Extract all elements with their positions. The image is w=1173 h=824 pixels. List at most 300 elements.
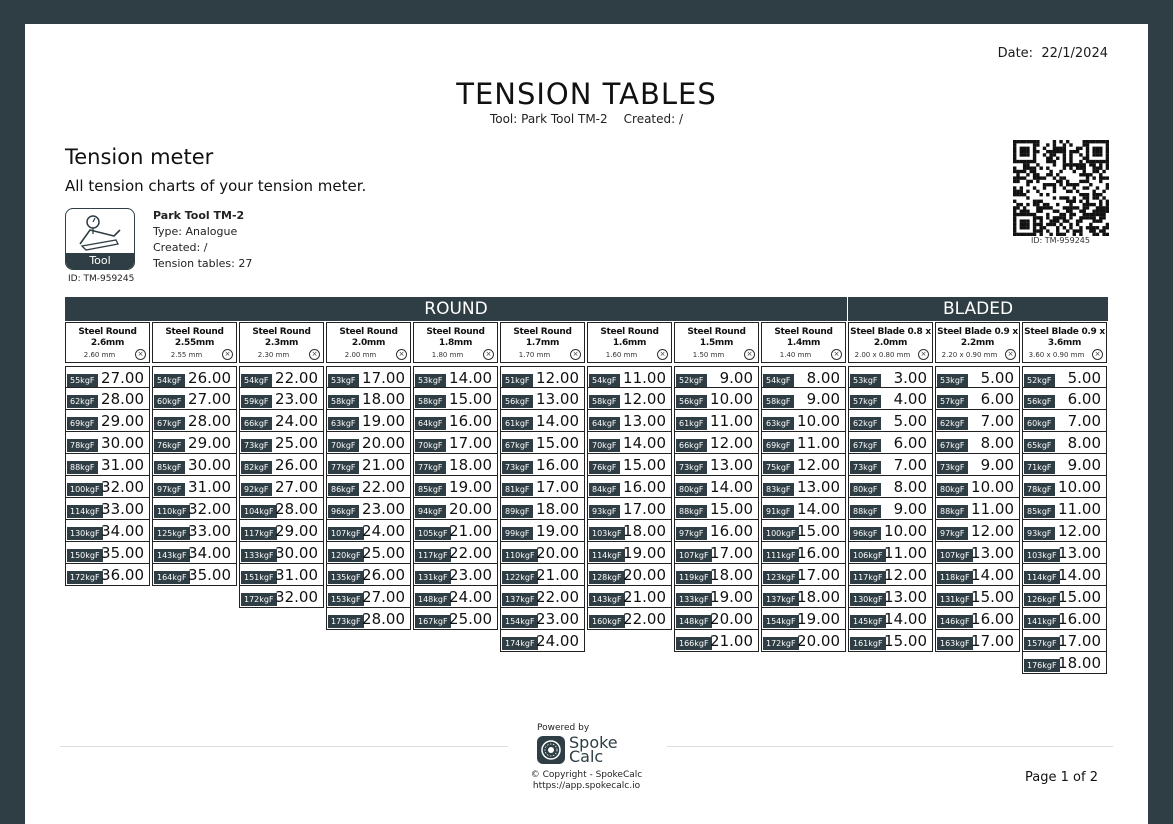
- table-row: [761, 608, 846, 630]
- group-header-round: ROUND: [65, 297, 847, 321]
- spoke-dimension: 2.30 mm: [257, 351, 290, 359]
- table-row: [761, 630, 846, 652]
- spoke-size: 1.5mm: [699, 338, 734, 348]
- meter-reading: 15.00: [797, 522, 840, 540]
- tension-kgf: 153kgF: [328, 593, 364, 606]
- column-header: [1022, 322, 1107, 363]
- table-row: [239, 388, 324, 410]
- table-row: [761, 454, 846, 476]
- meter-reading: 7.00: [893, 456, 927, 474]
- meter-reading: 14.00: [449, 369, 492, 387]
- meter-reading: 24.00: [275, 412, 318, 430]
- meter-reading: 10.00: [1058, 478, 1101, 496]
- meter-reading: 32.00: [101, 478, 144, 496]
- tension-kgf: 161kgF: [850, 637, 886, 650]
- table-row: [65, 410, 150, 432]
- tension-kgf: 67kgF: [154, 417, 185, 430]
- tension-kgf: 56kgF: [676, 395, 707, 408]
- close-icon[interactable]: ×: [396, 349, 407, 360]
- meter-reading: 28.00: [362, 610, 405, 628]
- spoke-dimension: 2.00 mm: [344, 351, 377, 359]
- tension-kgf: 58kgF: [763, 395, 794, 408]
- table-row: [500, 608, 585, 630]
- table-row: [152, 520, 237, 542]
- table-row: [1022, 410, 1107, 432]
- tension-table-column: [500, 322, 585, 652]
- meter-reading: 22.00: [623, 610, 666, 628]
- tension-kgf: 119kgF: [676, 571, 712, 584]
- table-row: [761, 542, 846, 564]
- column-header: [152, 322, 237, 363]
- table-row: [1022, 498, 1107, 520]
- table-row: [1022, 366, 1107, 388]
- tension-kgf: 58kgF: [589, 395, 620, 408]
- tension-kgf: 54kgF: [241, 374, 272, 387]
- table-row: [674, 630, 759, 652]
- table-row: [413, 388, 498, 410]
- tension-table-column: [239, 322, 324, 608]
- meter-reading: 6.00: [1067, 390, 1101, 408]
- tension-kgf: 97kgF: [676, 527, 707, 540]
- table-row: [65, 564, 150, 586]
- meter-reading: 31.00: [275, 566, 318, 584]
- table-row: [848, 520, 933, 542]
- table-row: [674, 498, 759, 520]
- spoke-size: 1.4mm: [786, 338, 821, 348]
- meter-reading: 19.00: [449, 478, 492, 496]
- meter-reading: 9.00: [893, 500, 927, 518]
- meter-tables: Tension tables: 27: [153, 257, 253, 270]
- meter-reading: 20.00: [449, 500, 492, 518]
- meter-reading: 18.00: [623, 522, 666, 540]
- table-row: [587, 476, 672, 498]
- spoke-type: Steel Round: [600, 327, 659, 337]
- tension-kgf: 126kgF: [1024, 593, 1060, 606]
- meter-reading: 17.00: [797, 566, 840, 584]
- table-row: [761, 564, 846, 586]
- tension-kgf: 107kgF: [937, 549, 973, 562]
- table-row: [65, 520, 150, 542]
- meter-reading: 16.00: [710, 522, 753, 540]
- table-row: [1022, 432, 1107, 454]
- table-row: [326, 564, 411, 586]
- meter-reading: 15.00: [623, 456, 666, 474]
- table-row: [674, 586, 759, 608]
- table-row: [935, 564, 1020, 586]
- meter-reading: 11.00: [884, 544, 927, 562]
- table-row: [587, 564, 672, 586]
- table-row: [239, 520, 324, 542]
- close-icon[interactable]: ×: [570, 349, 581, 360]
- spoke-type: Steel Round: [774, 327, 833, 337]
- tension-kgf: 117kgF: [415, 549, 451, 562]
- tension-kgf: 84kgF: [589, 483, 620, 496]
- tension-kgf: 176kgF: [1024, 659, 1060, 672]
- table-row: [848, 608, 933, 630]
- table-row: [500, 454, 585, 476]
- meter-reading: 16.00: [449, 412, 492, 430]
- column-header: [848, 322, 933, 363]
- meter-reading: 24.00: [536, 632, 579, 650]
- table-row: [1022, 388, 1107, 410]
- tension-kgf: 62kgF: [67, 395, 98, 408]
- spoke-dimension: 2.55 mm: [170, 351, 203, 359]
- tension-kgf: 150kgF: [67, 549, 103, 562]
- close-icon[interactable]: ×: [1005, 349, 1016, 360]
- tension-kgf: 73kgF: [241, 439, 272, 452]
- meter-reading: 12.00: [797, 456, 840, 474]
- meter-reading: 21.00: [362, 456, 405, 474]
- tension-kgf: 60kgF: [154, 395, 185, 408]
- close-icon[interactable]: ×: [222, 349, 233, 360]
- meter-reading: 20.00: [797, 632, 840, 650]
- column-header: [674, 322, 759, 363]
- tension-kgf: 166kgF: [676, 637, 712, 650]
- meter-reading: 22.00: [362, 478, 405, 496]
- table-row: [1022, 520, 1107, 542]
- meter-reading: 17.00: [710, 544, 753, 562]
- meter-reading: 9.00: [1067, 456, 1101, 474]
- table-row: [152, 454, 237, 476]
- meter-reading: 18.00: [362, 390, 405, 408]
- table-row: [674, 366, 759, 388]
- meter-reading: 12.00: [971, 522, 1014, 540]
- table-row: [848, 410, 933, 432]
- tension-kgf: 66kgF: [676, 439, 707, 452]
- tension-kgf: 114kgF: [1024, 571, 1060, 584]
- meter-reading: 23.00: [362, 500, 405, 518]
- meter-reading: 24.00: [362, 522, 405, 540]
- meter-reading: 16.00: [536, 456, 579, 474]
- tension-kgf: 143kgF: [154, 549, 190, 562]
- table-row: [500, 366, 585, 388]
- meter-reading: 15.00: [1058, 588, 1101, 606]
- column-header: [413, 322, 498, 363]
- spoke-type: Steel Round: [687, 327, 746, 337]
- page-subtitle: [25, 112, 1148, 126]
- tension-kgf: 135kgF: [328, 571, 364, 584]
- meter-reading: 5.00: [893, 412, 927, 430]
- close-icon[interactable]: ×: [657, 349, 668, 360]
- meter-reading: 14.00: [797, 500, 840, 518]
- table-row: [413, 564, 498, 586]
- meter-reading: 12.00: [1058, 522, 1101, 540]
- tension-kgf: 83kgF: [763, 483, 794, 496]
- table-row: [935, 520, 1020, 542]
- meter-reading: 13.00: [710, 456, 753, 474]
- close-icon[interactable]: ×: [483, 349, 494, 360]
- meter-reading: 33.00: [188, 522, 231, 540]
- tension-kgf: 53kgF: [850, 374, 881, 387]
- table-row: [674, 476, 759, 498]
- table-row: [65, 432, 150, 454]
- table-row: [500, 630, 585, 652]
- tension-kgf: 73kgF: [850, 461, 881, 474]
- meter-reading: 19.00: [536, 522, 579, 540]
- table-row: [152, 432, 237, 454]
- meter-reading: 34.00: [188, 544, 231, 562]
- meter-reading: 23.00: [275, 390, 318, 408]
- tension-kgf: 88kgF: [676, 505, 707, 518]
- meter-reading: 14.00: [884, 610, 927, 628]
- table-row: [65, 388, 150, 410]
- meter-reading: 16.00: [1058, 610, 1101, 628]
- column-title: [588, 323, 671, 349]
- tension-kgf: 111kgF: [763, 549, 799, 562]
- table-row: [674, 520, 759, 542]
- meter-reading: 20.00: [536, 544, 579, 562]
- table-row: [152, 410, 237, 432]
- meter-reading: 10.00: [884, 522, 927, 540]
- meter-reading: 19.00: [797, 610, 840, 628]
- table-row: [674, 564, 759, 586]
- close-icon[interactable]: ×: [1092, 349, 1103, 360]
- meter-reading: 12.00: [623, 390, 666, 408]
- meter-reading: 15.00: [884, 632, 927, 650]
- tension-kgf: 103kgF: [589, 527, 625, 540]
- meter-reading: 17.00: [362, 369, 405, 387]
- tension-kgf: 82kgF: [241, 461, 272, 474]
- meter-reading: 17.00: [1058, 632, 1101, 650]
- column-header: [587, 322, 672, 363]
- tension-kgf: 70kgF: [589, 439, 620, 452]
- table-row: [152, 564, 237, 586]
- tension-kgf: 89kgF: [502, 505, 533, 518]
- tension-kgf: 77kgF: [415, 461, 446, 474]
- meter-reading: 27.00: [362, 588, 405, 606]
- table-row: [761, 432, 846, 454]
- meter-info: [153, 208, 252, 272]
- tension-kgf: 106kgF: [850, 549, 886, 562]
- table-row: [500, 432, 585, 454]
- close-icon[interactable]: ×: [309, 349, 320, 360]
- tension-kgf: 73kgF: [937, 461, 968, 474]
- tool-line: Tool: Park Tool TM-2: [489, 112, 608, 126]
- column-title: [936, 323, 1019, 349]
- copyright: [25, 770, 1148, 792]
- spoke-dimension: 1.40 mm: [779, 351, 812, 359]
- spoke-size: 2.55mm: [174, 338, 215, 348]
- tension-kgf: 133kgF: [676, 593, 712, 606]
- meter-reading: 13.00: [884, 588, 927, 606]
- tension-kgf: 80kgF: [676, 483, 707, 496]
- spoke-type: Steel Blade 0.8 x: [850, 327, 931, 337]
- meter-reading: 11.00: [710, 412, 753, 430]
- meter-reading: 28.00: [275, 500, 318, 518]
- spoke-dimension: 2.60 mm: [83, 351, 116, 359]
- spoke-size: 2.6mm: [90, 338, 125, 348]
- meter-reading: 30.00: [101, 434, 144, 452]
- close-icon[interactable]: ×: [135, 349, 146, 360]
- meter-reading: 9.00: [980, 456, 1014, 474]
- column-header: [935, 322, 1020, 363]
- table-row: [413, 476, 498, 498]
- tension-kgf: 174kgF: [502, 637, 538, 650]
- meter-reading: 8.00: [893, 478, 927, 496]
- meter-reading: 18.00: [449, 456, 492, 474]
- table-row: [1022, 542, 1107, 564]
- table-row: [65, 542, 150, 564]
- table-row: [848, 564, 933, 586]
- tension-kgf: 85kgF: [154, 461, 185, 474]
- meter-reading: 20.00: [362, 434, 405, 452]
- meter-reading: 21.00: [710, 632, 753, 650]
- tension-kgf: 52kgF: [676, 374, 707, 387]
- tension-kgf: 53kgF: [937, 374, 968, 387]
- table-row: [152, 388, 237, 410]
- meter-reading: 15.00: [971, 588, 1014, 606]
- tension-kgf: 167kgF: [415, 615, 451, 628]
- table-row: [239, 432, 324, 454]
- table-row: [848, 454, 933, 476]
- meter-reading: 4.00: [893, 390, 927, 408]
- tension-kgf: 118kgF: [937, 571, 973, 584]
- meter-reading: 13.00: [797, 478, 840, 496]
- meter-reading: 30.00: [275, 544, 318, 562]
- table-row: [1022, 454, 1107, 476]
- meter-reading: 28.00: [101, 390, 144, 408]
- column-title: [675, 323, 758, 349]
- tension-kgf: 67kgF: [937, 439, 968, 452]
- tension-kgf: 146kgF: [937, 615, 973, 628]
- table-row: [935, 410, 1020, 432]
- tension-kgf: 120kgF: [328, 549, 364, 562]
- tension-meter-icon: [76, 212, 124, 252]
- tension-kgf: 62kgF: [850, 417, 881, 430]
- meter-reading: 18.00: [536, 500, 579, 518]
- meter-reading: 18.00: [797, 588, 840, 606]
- table-row: [848, 432, 933, 454]
- tension-table-column: [848, 322, 933, 652]
- table-row: [761, 366, 846, 388]
- column-title: [849, 323, 932, 349]
- meter-reading: 8.00: [806, 369, 840, 387]
- table-row: [500, 586, 585, 608]
- table-row: [500, 564, 585, 586]
- meter-reading: 6.00: [893, 434, 927, 452]
- tension-kgf: 99kgF: [502, 527, 533, 540]
- meter-reading: 22.00: [275, 369, 318, 387]
- meter-reading: 33.00: [101, 500, 144, 518]
- tension-kgf: 117kgF: [241, 527, 277, 540]
- meter-reading: 5.00: [1067, 369, 1101, 387]
- tension-kgf: 59kgF: [241, 395, 272, 408]
- meter-reading: 14.00: [623, 434, 666, 452]
- spoke-dimension: 1.80 mm: [431, 351, 464, 359]
- spoke-size: 2.0mm: [873, 338, 908, 348]
- meter-reading: 7.00: [980, 412, 1014, 430]
- footer-divider-left: [60, 746, 508, 747]
- tension-table-column: [761, 322, 846, 652]
- document-page: [25, 24, 1148, 824]
- meter-reading: 14.00: [1058, 566, 1101, 584]
- table-row: [587, 410, 672, 432]
- table-row: [326, 542, 411, 564]
- table-row: [848, 630, 933, 652]
- created-line: Created: /: [623, 112, 684, 126]
- tension-table-column: [674, 322, 759, 652]
- table-row: [761, 410, 846, 432]
- table-row: [674, 608, 759, 630]
- table-row: [326, 454, 411, 476]
- tension-kgf: 97kgF: [154, 483, 185, 496]
- table-row: [239, 564, 324, 586]
- tension-kgf: 92kgF: [241, 483, 272, 496]
- tension-table-column: [935, 322, 1020, 652]
- brand-word-2: Calc: [569, 747, 604, 766]
- table-row: [674, 542, 759, 564]
- table-row: [1022, 564, 1107, 586]
- close-icon[interactable]: ×: [744, 349, 755, 360]
- spoke-size: 2.0mm: [351, 338, 386, 348]
- meter-reading: 24.00: [449, 588, 492, 606]
- footer-url[interactable]: https://app.spokecalc.io: [532, 781, 641, 791]
- meter-reading: 13.00: [971, 544, 1014, 562]
- tension-kgf: 154kgF: [763, 615, 799, 628]
- table-row: [935, 542, 1020, 564]
- spoke-dimension: 3.60 x 0.90 mm: [1028, 351, 1085, 359]
- meter-reading: 25.00: [362, 544, 405, 562]
- meter-reading: 15.00: [449, 390, 492, 408]
- table-row: [413, 432, 498, 454]
- meter-reading: 27.00: [101, 369, 144, 387]
- table-row: [848, 498, 933, 520]
- tension-kgf: 57kgF: [937, 395, 968, 408]
- meter-reading: 9.00: [719, 369, 753, 387]
- spoke-dimension: 1.50 mm: [692, 351, 725, 359]
- meter-reading: 15.00: [536, 434, 579, 452]
- meter-heading: Tension meter: [65, 145, 214, 169]
- spoke-dimension: 1.60 mm: [605, 351, 638, 359]
- meter-reading: 14.00: [971, 566, 1014, 584]
- table-row: [587, 520, 672, 542]
- tension-kgf: 107kgF: [676, 549, 712, 562]
- table-row: [413, 454, 498, 476]
- table-row: [413, 410, 498, 432]
- tension-kgf: 69kgF: [67, 417, 98, 430]
- column-title: [240, 323, 323, 349]
- meter-reading: 23.00: [536, 610, 579, 628]
- spoke-type: Steel Blade 0.9 x: [937, 327, 1018, 337]
- tension-table-column: [587, 322, 672, 630]
- tension-table-column: [413, 322, 498, 630]
- wheel-icon: [537, 736, 565, 764]
- spoke-dimension: 2.00 x 0.80 mm: [854, 351, 911, 359]
- column-title: [414, 323, 497, 349]
- spoke-size: 2.3mm: [264, 338, 299, 348]
- meter-reading: 23.00: [449, 566, 492, 584]
- tension-kgf: 100kgF: [763, 527, 799, 540]
- close-icon[interactable]: ×: [831, 349, 842, 360]
- table-row: [935, 498, 1020, 520]
- table-row: [65, 454, 150, 476]
- table-row: [413, 542, 498, 564]
- table-row: [152, 476, 237, 498]
- table-row: [326, 410, 411, 432]
- table-row: [65, 476, 150, 498]
- table-row: [326, 608, 411, 630]
- table-row: [935, 366, 1020, 388]
- tool-id: ID: TM-959245: [68, 274, 135, 284]
- tension-kgf: 62kgF: [937, 417, 968, 430]
- spoke-type: Steel Blade 0.9 x: [1024, 327, 1105, 337]
- meter-reading: 31.00: [188, 478, 231, 496]
- table-row: [326, 586, 411, 608]
- meter-reading: 26.00: [188, 369, 231, 387]
- close-icon[interactable]: ×: [918, 349, 929, 360]
- meter-reading: 21.00: [449, 522, 492, 540]
- tension-kgf: 141kgF: [1024, 615, 1060, 628]
